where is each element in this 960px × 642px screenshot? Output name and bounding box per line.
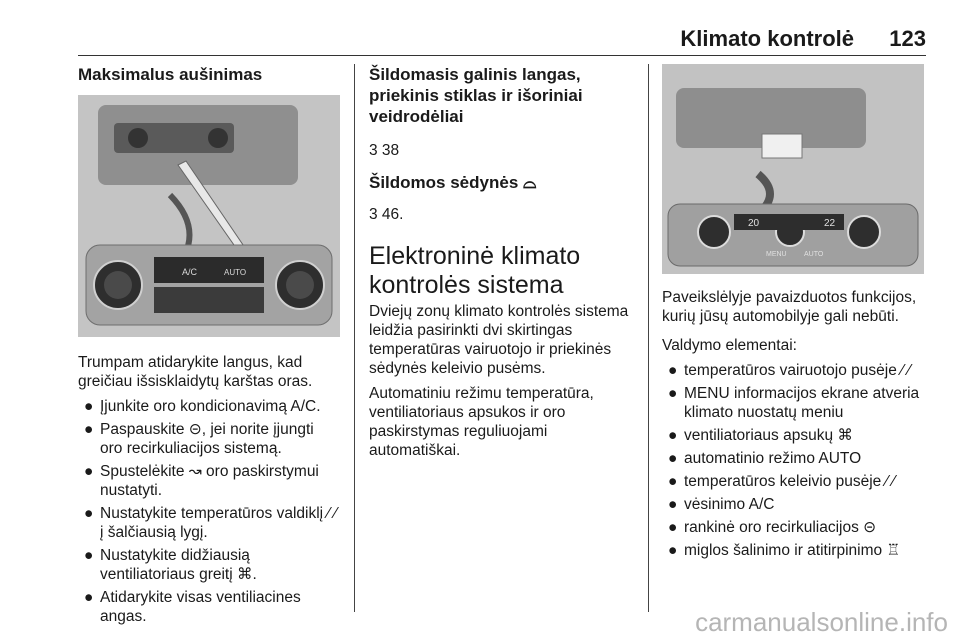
climate-control-illustration bbox=[662, 64, 924, 274]
climate-control-photo bbox=[662, 64, 924, 274]
step-6: ● Atidarykite visas ventiliacines angas. bbox=[84, 589, 301, 625]
photo-label-menu: MENU bbox=[766, 251, 787, 258]
controls-lead: Valdymo elementai: bbox=[662, 337, 797, 354]
climate-panel-photo bbox=[78, 95, 340, 337]
step-1: ● Įjunkite oro kondicionavimą A/C. bbox=[84, 398, 321, 415]
section-title-electronic-climate: Elektroninė klimato kontrolės sistema bbox=[369, 242, 581, 299]
max-cooling-steps bbox=[78, 397, 340, 626]
section-heading-max-cooling: Maksimalus aušinimas bbox=[78, 65, 263, 84]
control-fan-speed: ● ventiliatoriaus apsukų ⌘ bbox=[668, 427, 853, 444]
photo-label-ac: A/C bbox=[182, 267, 198, 277]
control-defrost: ● miglos šalinimo ir atitirpinimo ♖ bbox=[668, 542, 901, 559]
photo-label-auto: AUTO bbox=[804, 251, 824, 258]
ref-heated-windows: 3 38 bbox=[369, 142, 400, 159]
header-rule bbox=[78, 55, 926, 56]
column-divider-2 bbox=[648, 64, 649, 612]
ref-heated-seats: 3 46. bbox=[369, 206, 404, 223]
photo-label-auto: AUTO bbox=[224, 268, 247, 277]
column-divider-1 bbox=[354, 64, 355, 612]
electronic-climate-para-2: Automatiniu režimu temperatūra, ventiliatoriaus apsukos ir oro paskirstymas reguliuojami automatiškai. bbox=[369, 385, 594, 459]
watermark: carmanualsonline.info bbox=[695, 607, 948, 637]
electronic-climate-para-1: Dviejų zonų klimato kontrolės sistema leidžia pasirinkti dvi skirtingas temperatūras vairuotojo ir priekinės sėdynės keleivio pusėms. bbox=[369, 303, 629, 377]
page-header bbox=[78, 26, 926, 52]
step-5: ● Nustatykite didžiausią ventiliatoriaus greitį ⌘. bbox=[84, 547, 257, 583]
heading-heated-windows: Šildomasis galinis langas, priekinis stiklas ir išoriniai veidrodėliai bbox=[369, 65, 583, 126]
photo-right-temp: 22 bbox=[824, 218, 836, 229]
page-title: Klimato kontrolė bbox=[680, 26, 854, 51]
control-passenger-temp: ● temperatūros keleivio pusėje ⁄ ⁄ bbox=[668, 473, 896, 490]
step-3: ● Spustelėkite ↝ oro paskirstymui nustatyti. bbox=[84, 463, 319, 499]
control-auto: ● automatinio režimo AUTO bbox=[668, 450, 862, 467]
max-cooling-intro: Trumpam atidarykite langus, kad greičiau išsisklaidytų karštas oras. bbox=[78, 354, 313, 390]
control-ac: ● vėsinimo A/C bbox=[668, 496, 775, 513]
column-3 bbox=[662, 64, 930, 560]
climate-panel-illustration bbox=[78, 95, 340, 337]
control-menu: ● MENU informacijos ekrane atveria klimato nuostatų meniu bbox=[668, 385, 920, 421]
step-2: ● Paspauskite ⊝, jei norite įjungti oro recirkuliacijos sistemą. bbox=[84, 421, 314, 457]
page-number: 123 bbox=[889, 26, 926, 51]
column-2 bbox=[369, 64, 637, 460]
control-recirculation: ● rankinė oro recirkuliacijos ⊝ bbox=[668, 519, 877, 536]
column-1 bbox=[78, 64, 340, 626]
heading-heated-seats: Šildomos sėdynės ⌓ bbox=[369, 173, 537, 192]
controls-list bbox=[662, 361, 930, 560]
control-driver-temp: ● temperatūros vairuotojo pusėje ⁄ ⁄ bbox=[668, 362, 911, 379]
photo-caption: Paveikslėlyje pavaizduotos funkcijos, kurių jūsų automobilyje gali nebūti. bbox=[662, 289, 917, 325]
step-4: ● Nustatykite temperatūros valdiklį ⁄ ⁄ į šalčiausią lygį. bbox=[84, 505, 337, 541]
photo-left-temp: 20 bbox=[748, 218, 760, 229]
